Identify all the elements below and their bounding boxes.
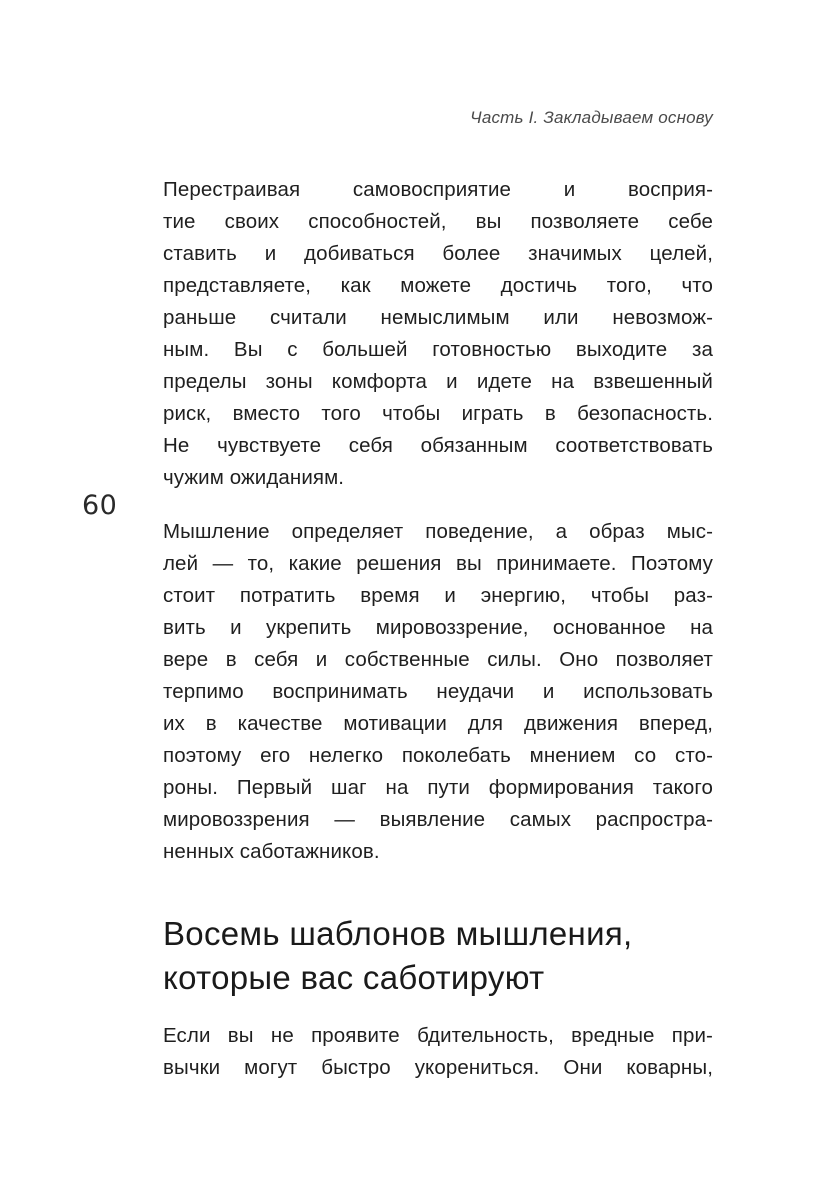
text-line: вить и укрепить мировоззрение, основанное на: [163, 616, 713, 639]
paragraph-1: [163, 174, 713, 494]
text-line: ставить и добиваться более значимых целей,: [163, 242, 713, 265]
text-line: стоит потратить время и энергию, чтобы раз-: [163, 584, 713, 607]
text-line: поэтому его нелегко поколебать мнением со сто-: [163, 744, 713, 767]
text-line: раньше считали немыслимым или невозмож-: [163, 306, 713, 329]
text-line: ненных саботажников.: [163, 840, 380, 863]
section-heading: [163, 912, 723, 1000]
heading-line: которые вас саботируют: [163, 959, 545, 996]
text-line: вере в себя и собственные силы. Оно позволяет: [163, 648, 713, 671]
text-line: пределы зоны комфорта и идете на взвешенный: [163, 370, 713, 393]
text-line: представляете, как можете достичь того, что: [163, 274, 713, 297]
text-line: мировоззрения — выявление самых распростра-: [163, 808, 713, 831]
text-line: риск, вместо того чтобы играть в безопасность.: [163, 402, 713, 425]
text-line: Если вы не проявите бдительность, вредные при-: [163, 1024, 713, 1047]
paragraph-2: [163, 516, 713, 868]
paragraph-3: [163, 1020, 713, 1084]
text-line: вычки могут быстро укорениться. Они коварны,: [163, 1056, 713, 1079]
running-head: Часть I. Закладываем основу: [470, 108, 713, 127]
text-line: терпимо воспринимать неудачи и использовать: [163, 680, 713, 703]
text-line: лей — то, какие решения вы принимаете. Поэтому: [163, 552, 713, 575]
text-line: ным. Вы с большей готовностью выходите за: [163, 338, 713, 361]
page-number: 60: [82, 490, 118, 521]
text-line: роны. Первый шаг на пути формирования такого: [163, 776, 713, 799]
heading-line: Восемь шаблонов мышления,: [163, 915, 633, 952]
text-line: Перестраивая самовосприятие и восприя-: [163, 178, 713, 201]
text-line: чужим ожиданиям.: [163, 466, 345, 489]
text-line: Не чувствуете себя обязанным соответствовать: [163, 434, 713, 457]
text-line: их в качестве мотивации для движения вперед,: [163, 712, 713, 735]
text-line: тие своих способностей, вы позволяете себе: [163, 210, 713, 233]
text-line: Мышление определяет поведение, а образ мыс-: [163, 520, 713, 543]
